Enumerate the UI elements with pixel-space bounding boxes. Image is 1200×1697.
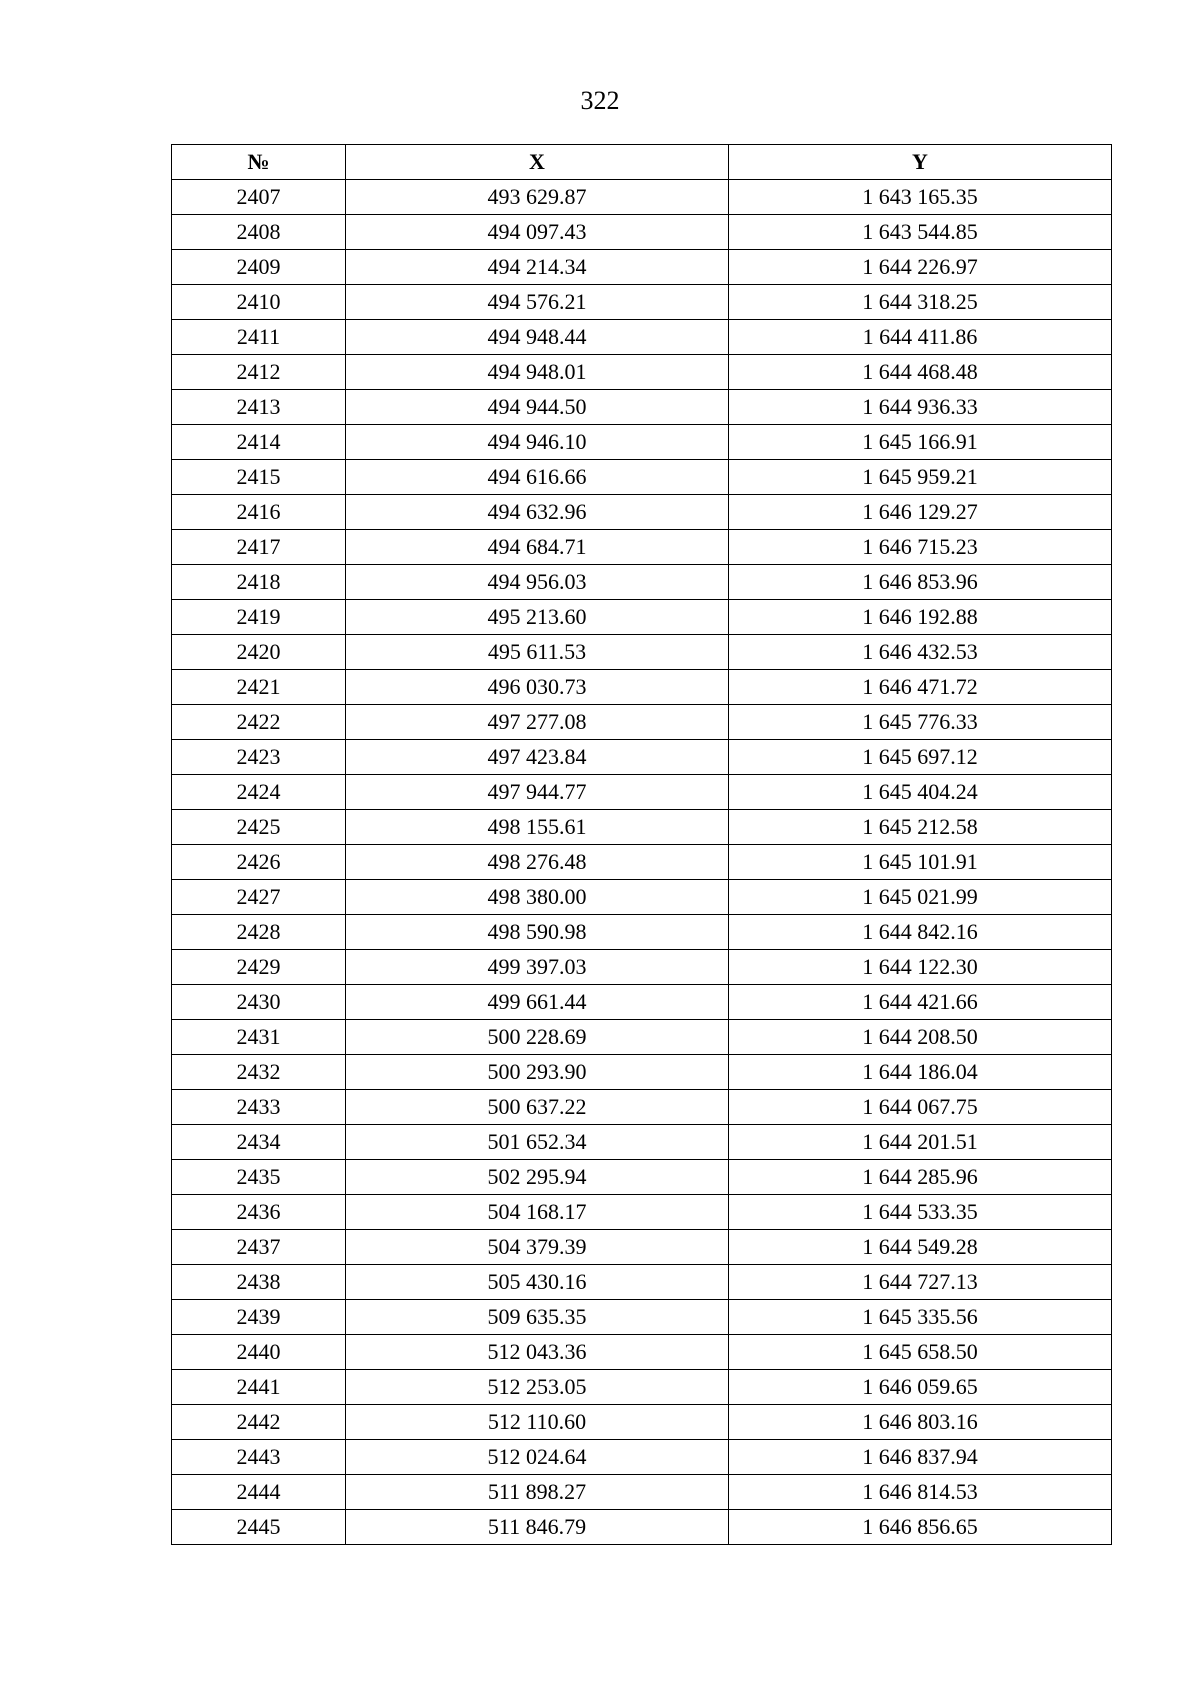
cell-number: 2444 xyxy=(172,1475,346,1510)
table-row xyxy=(172,1195,1112,1230)
header-x: X xyxy=(346,145,729,180)
cell-number: 2426 xyxy=(172,845,346,880)
cell-number: 2425 xyxy=(172,810,346,845)
cell-number: 2435 xyxy=(172,1160,346,1195)
cell-x: 494 576.21 xyxy=(346,285,729,320)
table-row xyxy=(172,635,1112,670)
table-row xyxy=(172,1125,1112,1160)
cell-x: 498 276.48 xyxy=(346,845,729,880)
table-row xyxy=(172,390,1112,425)
table-row xyxy=(172,460,1112,495)
cell-number: 2419 xyxy=(172,600,346,635)
cell-y: 1 644 411.86 xyxy=(729,320,1112,355)
cell-x: 494 684.71 xyxy=(346,530,729,565)
cell-number: 2414 xyxy=(172,425,346,460)
cell-x: 497 423.84 xyxy=(346,740,729,775)
cell-x: 504 168.17 xyxy=(346,1195,729,1230)
cell-x: 500 293.90 xyxy=(346,1055,729,1090)
cell-number: 2411 xyxy=(172,320,346,355)
cell-x: 502 295.94 xyxy=(346,1160,729,1195)
cell-y: 1 645 335.56 xyxy=(729,1300,1112,1335)
cell-x: 505 430.16 xyxy=(346,1265,729,1300)
cell-number: 2430 xyxy=(172,985,346,1020)
cell-y: 1 644 226.97 xyxy=(729,250,1112,285)
cell-x: 512 253.05 xyxy=(346,1370,729,1405)
cell-number: 2408 xyxy=(172,215,346,250)
cell-x: 498 155.61 xyxy=(346,810,729,845)
cell-number: 2434 xyxy=(172,1125,346,1160)
table-row xyxy=(172,1230,1112,1265)
table-row xyxy=(172,250,1112,285)
cell-y: 1 646 129.27 xyxy=(729,495,1112,530)
cell-y: 1 645 959.21 xyxy=(729,460,1112,495)
table-row xyxy=(172,1510,1112,1545)
cell-number: 2410 xyxy=(172,285,346,320)
cell-x: 511 846.79 xyxy=(346,1510,729,1545)
cell-y: 1 645 212.58 xyxy=(729,810,1112,845)
header-y: Y xyxy=(729,145,1112,180)
cell-x: 511 898.27 xyxy=(346,1475,729,1510)
cell-y: 1 645 166.91 xyxy=(729,425,1112,460)
table-row xyxy=(172,425,1112,460)
cell-number: 2416 xyxy=(172,495,346,530)
cell-number: 2440 xyxy=(172,1335,346,1370)
table-row xyxy=(172,1405,1112,1440)
cell-y: 1 644 468.48 xyxy=(729,355,1112,390)
cell-x: 494 616.66 xyxy=(346,460,729,495)
cell-y: 1 644 208.50 xyxy=(729,1020,1112,1055)
table-row xyxy=(172,810,1112,845)
cell-number: 2417 xyxy=(172,530,346,565)
header-row xyxy=(172,145,1112,180)
cell-y: 1 643 544.85 xyxy=(729,215,1112,250)
cell-number: 2441 xyxy=(172,1370,346,1405)
cell-y: 1 646 432.53 xyxy=(729,635,1112,670)
cell-x: 504 379.39 xyxy=(346,1230,729,1265)
cell-y: 1 644 318.25 xyxy=(729,285,1112,320)
coordinates-table xyxy=(171,144,1112,1545)
cell-y: 1 644 727.13 xyxy=(729,1265,1112,1300)
cell-x: 512 024.64 xyxy=(346,1440,729,1475)
cell-y: 1 644 842.16 xyxy=(729,915,1112,950)
cell-x: 498 590.98 xyxy=(346,915,729,950)
cell-number: 2432 xyxy=(172,1055,346,1090)
table-row xyxy=(172,1440,1112,1475)
table-row xyxy=(172,565,1112,600)
cell-x: 512 043.36 xyxy=(346,1335,729,1370)
cell-x: 500 637.22 xyxy=(346,1090,729,1125)
cell-x: 509 635.35 xyxy=(346,1300,729,1335)
cell-y: 1 644 533.35 xyxy=(729,1195,1112,1230)
cell-x: 498 380.00 xyxy=(346,880,729,915)
table-row xyxy=(172,1020,1112,1055)
table-row xyxy=(172,1265,1112,1300)
cell-x: 494 097.43 xyxy=(346,215,729,250)
table-body xyxy=(172,180,1112,1545)
cell-y: 1 646 814.53 xyxy=(729,1475,1112,1510)
page-number: 322 xyxy=(580,86,620,115)
cell-y: 1 646 471.72 xyxy=(729,670,1112,705)
cell-number: 2418 xyxy=(172,565,346,600)
table-row xyxy=(172,1300,1112,1335)
cell-x: 494 948.44 xyxy=(346,320,729,355)
cell-y: 1 644 186.04 xyxy=(729,1055,1112,1090)
cell-number: 2443 xyxy=(172,1440,346,1475)
cell-number: 2407 xyxy=(172,180,346,215)
cell-number: 2415 xyxy=(172,460,346,495)
table-row xyxy=(172,1475,1112,1510)
cell-number: 2423 xyxy=(172,740,346,775)
table-row xyxy=(172,985,1112,1020)
cell-y: 1 646 059.65 xyxy=(729,1370,1112,1405)
cell-y: 1 644 936.33 xyxy=(729,390,1112,425)
cell-x: 494 632.96 xyxy=(346,495,729,530)
cell-y: 1 643 165.35 xyxy=(729,180,1112,215)
cell-number: 2431 xyxy=(172,1020,346,1055)
table-row xyxy=(172,880,1112,915)
cell-x: 497 944.77 xyxy=(346,775,729,810)
cell-y: 1 645 697.12 xyxy=(729,740,1112,775)
cell-number: 2433 xyxy=(172,1090,346,1125)
cell-number: 2422 xyxy=(172,705,346,740)
cell-x: 495 611.53 xyxy=(346,635,729,670)
cell-x: 495 213.60 xyxy=(346,600,729,635)
cell-number: 2409 xyxy=(172,250,346,285)
cell-y: 1 644 421.66 xyxy=(729,985,1112,1020)
cell-number: 2413 xyxy=(172,390,346,425)
cell-y: 1 646 856.65 xyxy=(729,1510,1112,1545)
cell-number: 2412 xyxy=(172,355,346,390)
cell-number: 2428 xyxy=(172,915,346,950)
cell-y: 1 645 021.99 xyxy=(729,880,1112,915)
table-row xyxy=(172,180,1112,215)
table-row xyxy=(172,670,1112,705)
cell-x: 501 652.34 xyxy=(346,1125,729,1160)
table-row xyxy=(172,215,1112,250)
cell-number: 2429 xyxy=(172,950,346,985)
cell-x: 494 956.03 xyxy=(346,565,729,600)
table-row xyxy=(172,285,1112,320)
cell-x: 497 277.08 xyxy=(346,705,729,740)
cell-number: 2439 xyxy=(172,1300,346,1335)
table-row xyxy=(172,1335,1112,1370)
cell-y: 1 646 803.16 xyxy=(729,1405,1112,1440)
table-row xyxy=(172,1055,1112,1090)
cell-y: 1 644 122.30 xyxy=(729,950,1112,985)
cell-x: 512 110.60 xyxy=(346,1405,729,1440)
cell-y: 1 644 549.28 xyxy=(729,1230,1112,1265)
table-row xyxy=(172,1370,1112,1405)
cell-y: 1 646 192.88 xyxy=(729,600,1112,635)
table-row xyxy=(172,775,1112,810)
table-row xyxy=(172,1160,1112,1195)
header-number: № xyxy=(172,145,346,180)
cell-x: 499 397.03 xyxy=(346,950,729,985)
cell-number: 2442 xyxy=(172,1405,346,1440)
table-row xyxy=(172,355,1112,390)
cell-y: 1 644 285.96 xyxy=(729,1160,1112,1195)
cell-x: 499 661.44 xyxy=(346,985,729,1020)
cell-number: 2437 xyxy=(172,1230,346,1265)
cell-x: 494 944.50 xyxy=(346,390,729,425)
cell-y: 1 646 837.94 xyxy=(729,1440,1112,1475)
cell-number: 2420 xyxy=(172,635,346,670)
cell-number: 2436 xyxy=(172,1195,346,1230)
table-row xyxy=(172,740,1112,775)
table-header xyxy=(172,145,1112,180)
cell-y: 1 644 067.75 xyxy=(729,1090,1112,1125)
table-row xyxy=(172,530,1112,565)
cell-y: 1 645 101.91 xyxy=(729,845,1112,880)
table-row xyxy=(172,950,1112,985)
cell-x: 496 030.73 xyxy=(346,670,729,705)
table-row xyxy=(172,320,1112,355)
cell-number: 2421 xyxy=(172,670,346,705)
table-row xyxy=(172,915,1112,950)
cell-y: 1 645 658.50 xyxy=(729,1335,1112,1370)
cell-number: 2424 xyxy=(172,775,346,810)
cell-y: 1 646 853.96 xyxy=(729,565,1112,600)
table-row xyxy=(172,495,1112,530)
table-row xyxy=(172,1090,1112,1125)
cell-number: 2445 xyxy=(172,1510,346,1545)
table-row xyxy=(172,845,1112,880)
cell-y: 1 645 776.33 xyxy=(729,705,1112,740)
cell-y: 1 646 715.23 xyxy=(729,530,1112,565)
cell-x: 494 214.34 xyxy=(346,250,729,285)
cell-y: 1 644 201.51 xyxy=(729,1125,1112,1160)
cell-number: 2438 xyxy=(172,1265,346,1300)
cell-x: 494 948.01 xyxy=(346,355,729,390)
cell-x: 494 946.10 xyxy=(346,425,729,460)
cell-x: 493 629.87 xyxy=(346,180,729,215)
cell-number: 2427 xyxy=(172,880,346,915)
cell-x: 500 228.69 xyxy=(346,1020,729,1055)
cell-y: 1 645 404.24 xyxy=(729,775,1112,810)
table-row xyxy=(172,600,1112,635)
table-row xyxy=(172,705,1112,740)
